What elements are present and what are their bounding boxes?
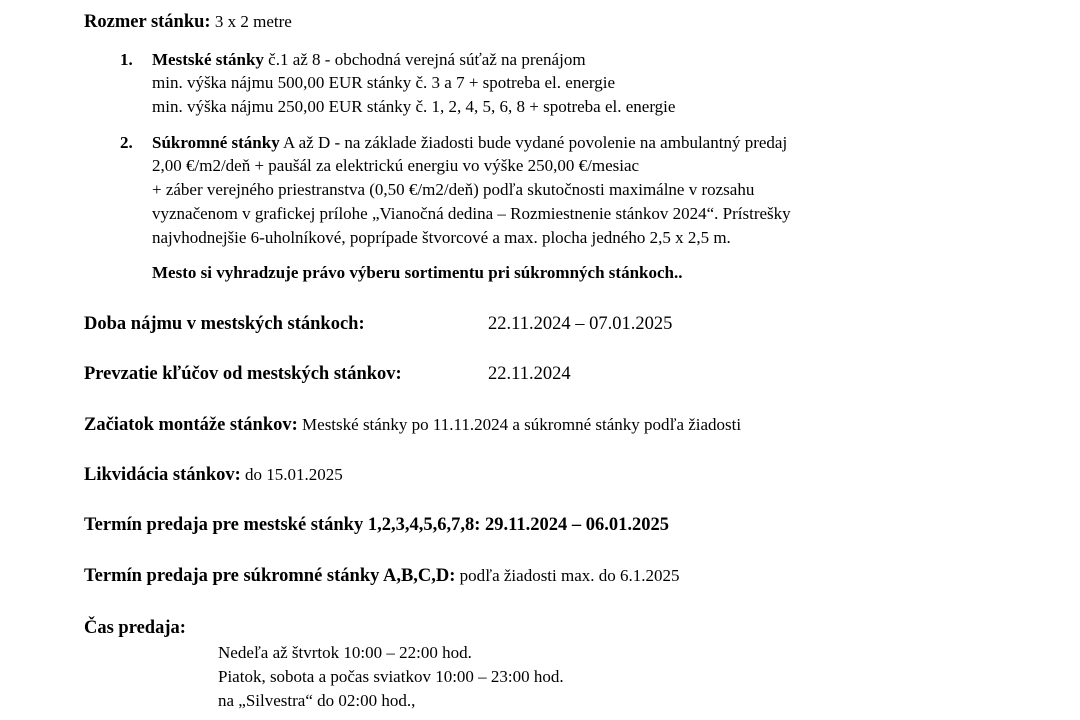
list-item-1-line-2: min. výška nájmu 500,00 EUR stánky č. 3 a 7 + spotreba el. energie bbox=[152, 73, 615, 92]
key-handover-label: Prevzatie kľúčov od mestských stánkov: bbox=[84, 364, 402, 384]
sale-hours-label: Čas predaja: bbox=[84, 618, 186, 638]
list-item-2-line-2: 2,00 €/m2/deň + paušál za elektrickú energiu vo výške 250,00 €/mesiac bbox=[152, 156, 640, 175]
list-item-2-line-3: + záber verejného priestranstva (0,50 €/m2/deň) podľa skutočnosti maximálne v rozsahu bbox=[152, 180, 755, 199]
list-item-1-text-1: č.1 až 8 - obchodná verejná súťaž na prenájom bbox=[268, 50, 586, 69]
rozmer-line bbox=[84, 12, 292, 33]
list-item-number: 1. bbox=[120, 50, 133, 69]
list-item-2-line-5: najvhodnejšie 6-uholníkové, poprípade štvorcové a max. plocha jedného 2,5 x 2,5 m. bbox=[152, 228, 731, 247]
private-stalls-sale-label: Termín predaja pre súkromné stánky A,B,C,D: bbox=[84, 566, 456, 586]
private-stalls-note-text: Mesto si vyhradzuje právo výberu sortimentu pri súkromných stánkoch.. bbox=[152, 263, 683, 282]
rozmer-value: 3 x 2 metre bbox=[214, 12, 292, 31]
private-stalls-sale-line bbox=[84, 566, 680, 587]
list-item-2-line-4: vyznačenom v grafickej prílohe „Vianočná dedina – Rozmiestnenie stánkov 2024“. Prístrešky bbox=[152, 204, 791, 223]
dismantling-value: do 15.01.2025 bbox=[245, 465, 343, 484]
rozmer-label: Rozmer stánku: bbox=[84, 12, 211, 32]
list-item-1-lead: Mestské stánky bbox=[152, 50, 264, 69]
private-stalls-note bbox=[152, 263, 682, 283]
rental-period-label: Doba nájmu v mestských stánkoch: bbox=[84, 314, 365, 334]
assembly-start-line bbox=[84, 415, 741, 436]
sale-hours-line-3: na „Silvestra“ do 02:00 hod., bbox=[218, 691, 416, 710]
assembly-start-label: Začiatok montáže stánkov: bbox=[84, 415, 298, 435]
list-item-2-text-1: A až D - na základe žiadosti bude vydané povolenie na ambulantný predaj bbox=[283, 133, 788, 152]
list-item-1-line-1 bbox=[152, 50, 586, 70]
sale-hours-line-1: Nedeľa až štvrtok 10:00 – 22:00 hod. bbox=[218, 643, 472, 662]
city-stalls-sale-period: Termín predaja pre mestské stánky 1,2,3,4,5,6,7,8: 29.11.2024 – 06.01.2025 bbox=[84, 515, 669, 535]
list-item-1-line-3: min. výška nájmu 250,00 EUR stánky č. 1, 2, 4, 5, 6, 8 + spotreba el. energie bbox=[152, 97, 676, 116]
dismantling-label: Likvidácia stánkov: bbox=[84, 465, 241, 485]
rental-period-value: 22.11.2024 – 07.01.2025 bbox=[488, 314, 673, 334]
list-item-number: 2. bbox=[120, 133, 133, 152]
key-handover-value: 22.11.2024 bbox=[488, 364, 571, 384]
dismantling-line bbox=[84, 465, 343, 486]
assembly-start-value: Mestské stánky po 11.11.2024 a súkromné stánky podľa žiadosti bbox=[302, 415, 742, 434]
sale-hours-line-2: Piatok, sobota a počas sviatkov 10:00 – 23:00 hod. bbox=[218, 667, 564, 686]
list-item-2-lead: Súkromné stánky bbox=[152, 133, 280, 152]
private-stalls-sale-value: podľa žiadosti max. do 6.1.2025 bbox=[459, 566, 680, 585]
list-item-2-line-1 bbox=[152, 133, 787, 153]
